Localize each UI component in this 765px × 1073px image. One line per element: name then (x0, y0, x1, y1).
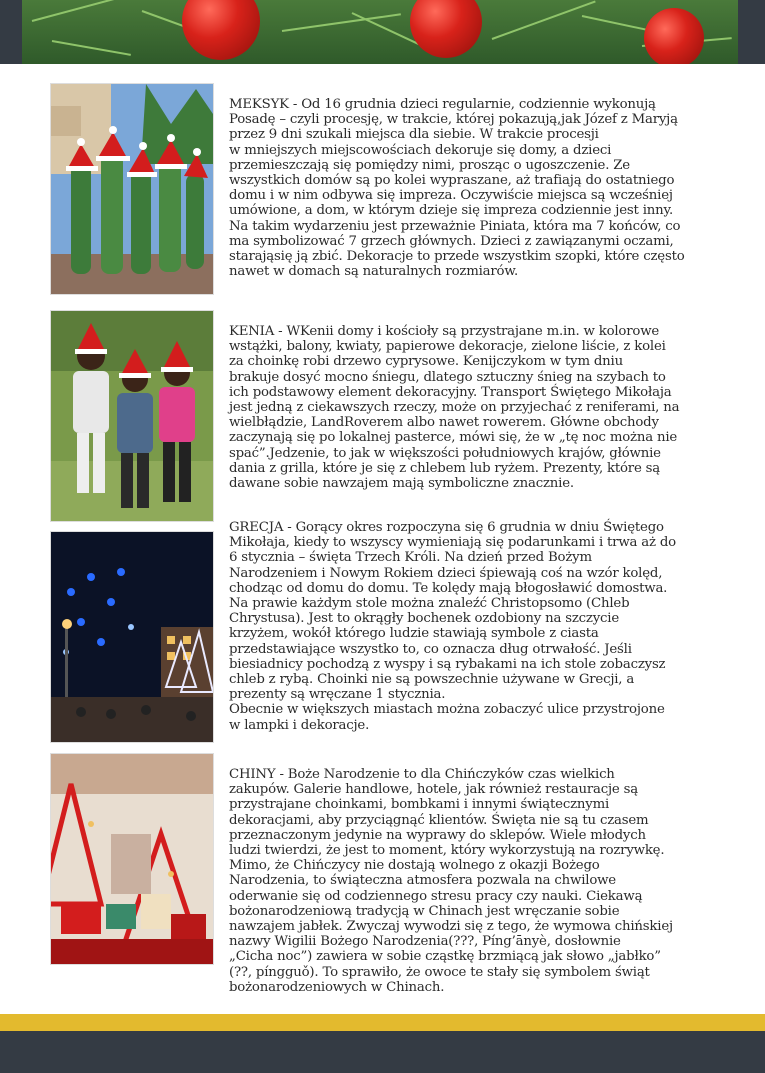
section-greece-text: GRECJA - Gorący okres rozpoczyna się 6 grudnia w dniu Świętego Mikołaja, kiedy to wszyscy wymieniają się podarunkami i trwa aż do 6 stycznia – święta Trzech Króli. Na dzień przed Bożym Narodzeniem i Nowym Rokiem dzieci śpiewają coś na wzór kolęd, chodząc od domu do domu. Te kolędy mają błogosławić domostwa. Na prawie każdym stole można znaleźć Christopsomo (Chleb Chrystusa). Jest to okrągły bochenek ozdobiony na szczycie krzyżem, wokół którego ludzie stawiają symbole z ciasta przedstawiające wszystko to, co oznacza dług otrwałość. Jeśli biesiadnicy pochodzą z wyspy i są rybakami na ich stole zobaczysz chleb z rybą. Choinki nie są powszechnie używane w Grecji, a prezenty są wręczane 1 stycznia. Obecnie w większych miastach można zobaczyć ulice przystrojone w lampki i dekoracje. (229, 520, 676, 733)
section-china-text: CHINY - Boże Narodzenie to dla Chińczyków czas wielkich zakupów. Galerie handlowe, hotele, jak również restauracje są przystrajane choinkami, bombkami i innymi świątecznymi dekoracjami, aby przyciągnąć klientów. Święta nie są tu czasem przeznaczonym jedynie na wyprawy do sklepów. Wiele młodych ludzi twierdzi, że jest to moment, który wykorzystują na rozrywkę. Mimo, że Chińczycy nie dostają wolnego z okazji Bożego Narodzenia, to świąteczna atmosfera pozwala na chwilowe oderwanie się od codziennego stresu pracy czy nauki. Ciekawą bożonarodzeniową tradycją w Chinach jest wręczanie sobie nawzajem jabłek. Zwyczaj wywodzi się z tego, że wymowa chińskiej nazwy Wigilii Bożego Narodzenia(???, Píng’ānyè, dosłownie „Cicha noc”) zawiera w sobie cząstkę brzmiącą jak słowo „jabłko” (??, píngguǒ). To sprawiło, że owoce te stały się symbolem świąt bożonarodzeniowych w Chinach. (229, 767, 673, 995)
section-kenya-text: KENIA - WKenii domy i kościoły są przystrajane m.in. w kolorowe wstążki, balony, kwiaty, papierowe dekoracje, zielone liście, z kolei za choinkę robi drzewo cyprysowe. Kenijczykom w tym dniu brakuje dosyć mocno śniegu, dlatego sztuczny śnieg na szybach to ich podstawowy element dekoracyjny. Transport Świętego Mikołaja jest jedną z ciekawszych rzeczy, może on przyjechać z reniferami, na wielbłądzie, LandRoverem albo nawet rowerem. Główne obchody zaczynają się po lokalnej pasterce, mówi się, że w „tę noc można nie spać”.Jedzenie, to jak w większości południowych krajów, głównie dania z grilla, które je się z chlebem lub ryżem. Prezenty, które są dawane sobie nawzajem mają symboliczne znacznie. (229, 324, 680, 492)
footer-dark-bar (0, 1031, 765, 1073)
pine-branches-image (22, 0, 738, 64)
footer-gold-stripe (0, 1014, 765, 1031)
mexico-cactus-photo (50, 83, 214, 295)
kenya-children-photo (50, 310, 214, 522)
ornament-center (410, 0, 482, 58)
china-shop-decorations-photo (50, 753, 214, 965)
ornament-left (182, 0, 260, 60)
greece-night-lights-photo (50, 531, 214, 743)
ornament-right (644, 8, 704, 64)
section-mexico-text: MEKSYK - Od 16 grudnia dzieci regularnie, codziennie wykonują Posadę – czyli procesję, w trakcie, której pokazują,jak Józef z Maryją przez 9 dni szukali miejsca dla siebie. W trakcie procesji w mniejszych miejscowościach dekoruje się domy, a dzieci przemieszczają się pomiędzy nimi, prosząc o ugoszczenie. Ze wszystkich domów są po kolei wypraszane, aż trafiają do ostatniego domu i w nim odbywa się impreza. Oczywiście miejsca są wcześniej umówione, a dom, w którym dzieje się impreza codziennie jest inny. Na takim wydarzeniu jest przeważnie Piniata, która ma 7 końców, co ma symbolizować 7 grzech głównych. Dzieci z zawiązanymi oczami, starająsię ją zbić. Dekoracje to przede wszystkim szopki, które często nawet w domach są naturalnych rozmiarów. (229, 97, 685, 280)
header-banner (0, 0, 765, 64)
